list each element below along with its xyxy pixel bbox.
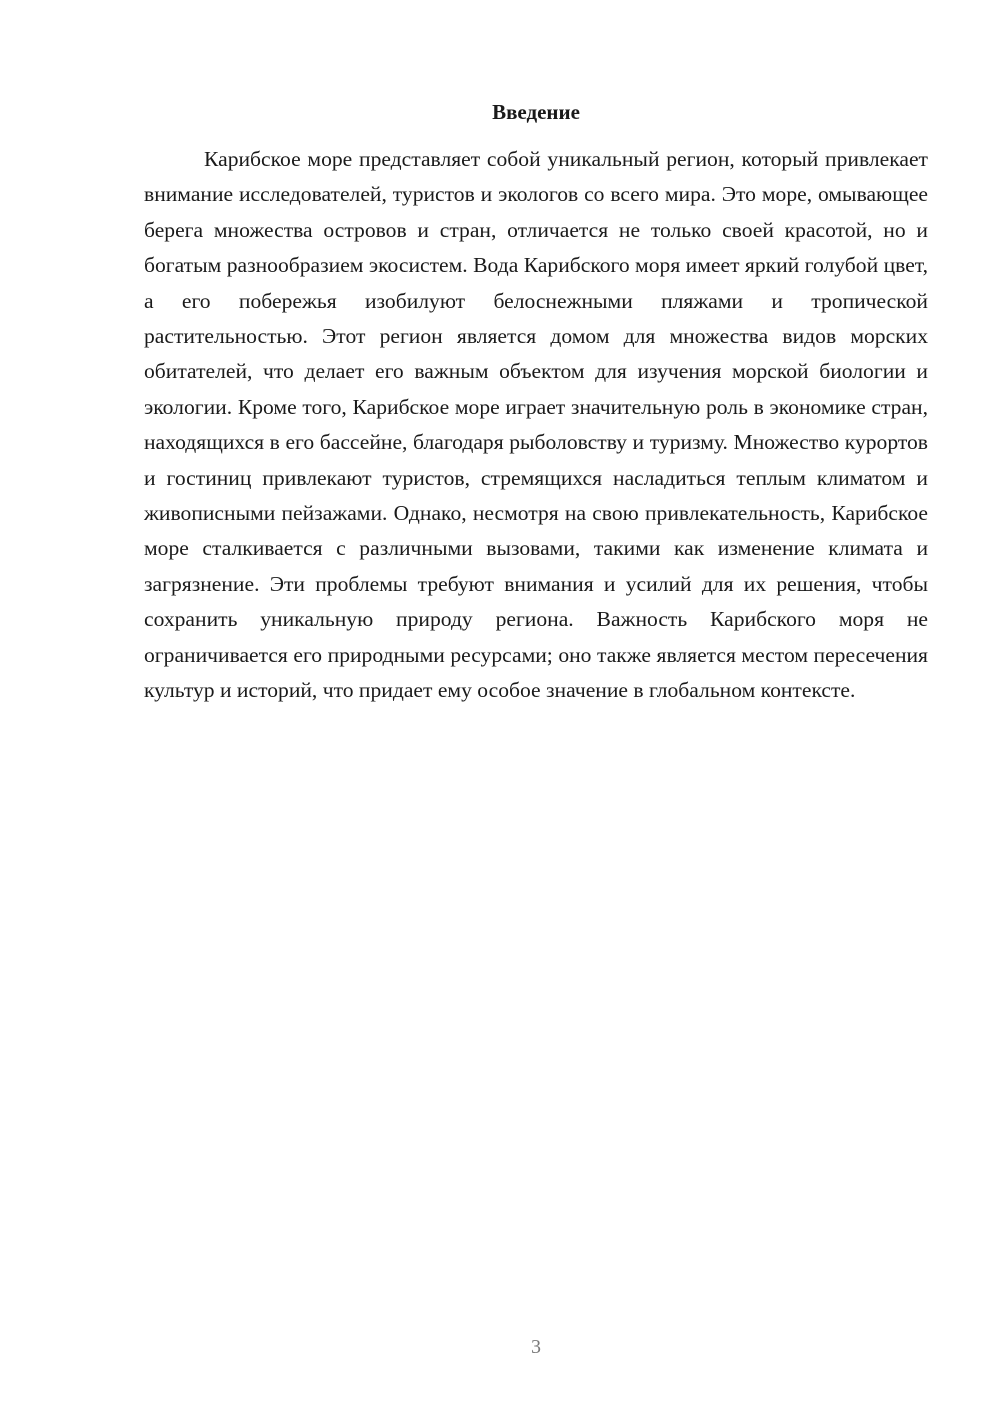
section-heading: Введение bbox=[492, 100, 580, 124]
page-number: 3 bbox=[531, 1336, 541, 1358]
body-paragraph: Карибское море представляет собой уникальный регион, который привлекает внимание исследователей, туристов и экологов со всего мира. Это море, омывающее берега множества островов и стран, отличается не только своей красотой, но и богатым разнообразием экосистем. Вода Карибского моря имеет яркий голубой цвет, а его побережья изобилуют белоснежными пляжами и тропической растительностью. Этот регион является домом для множества видов морских обитателей, что делает его важным объектом для изучения морской биологии и экологии. Кроме того, Карибское море играет значительную роль в экономике стран, находящихся в его бассейне, благодаря рыболовству и туризму. Множество курортов и гостиниц привлекают туристов, стремящихся насладиться теплым климатом и живописными пейзажами. Однако, несмотря на свою привлекательность, Карибское море сталкивается с различными вызовами, такими как изменение климата и загрязнение. Эти проблемы требуют внимания и усилий для их решения, чтобы сохранить уникальную природу региона. Важность Карибского моря не ограничивается его природными ресурсами; оно также является местом пересечения культур и историй, что придает ему особое значение в глобальном контексте. bbox=[144, 147, 928, 703]
